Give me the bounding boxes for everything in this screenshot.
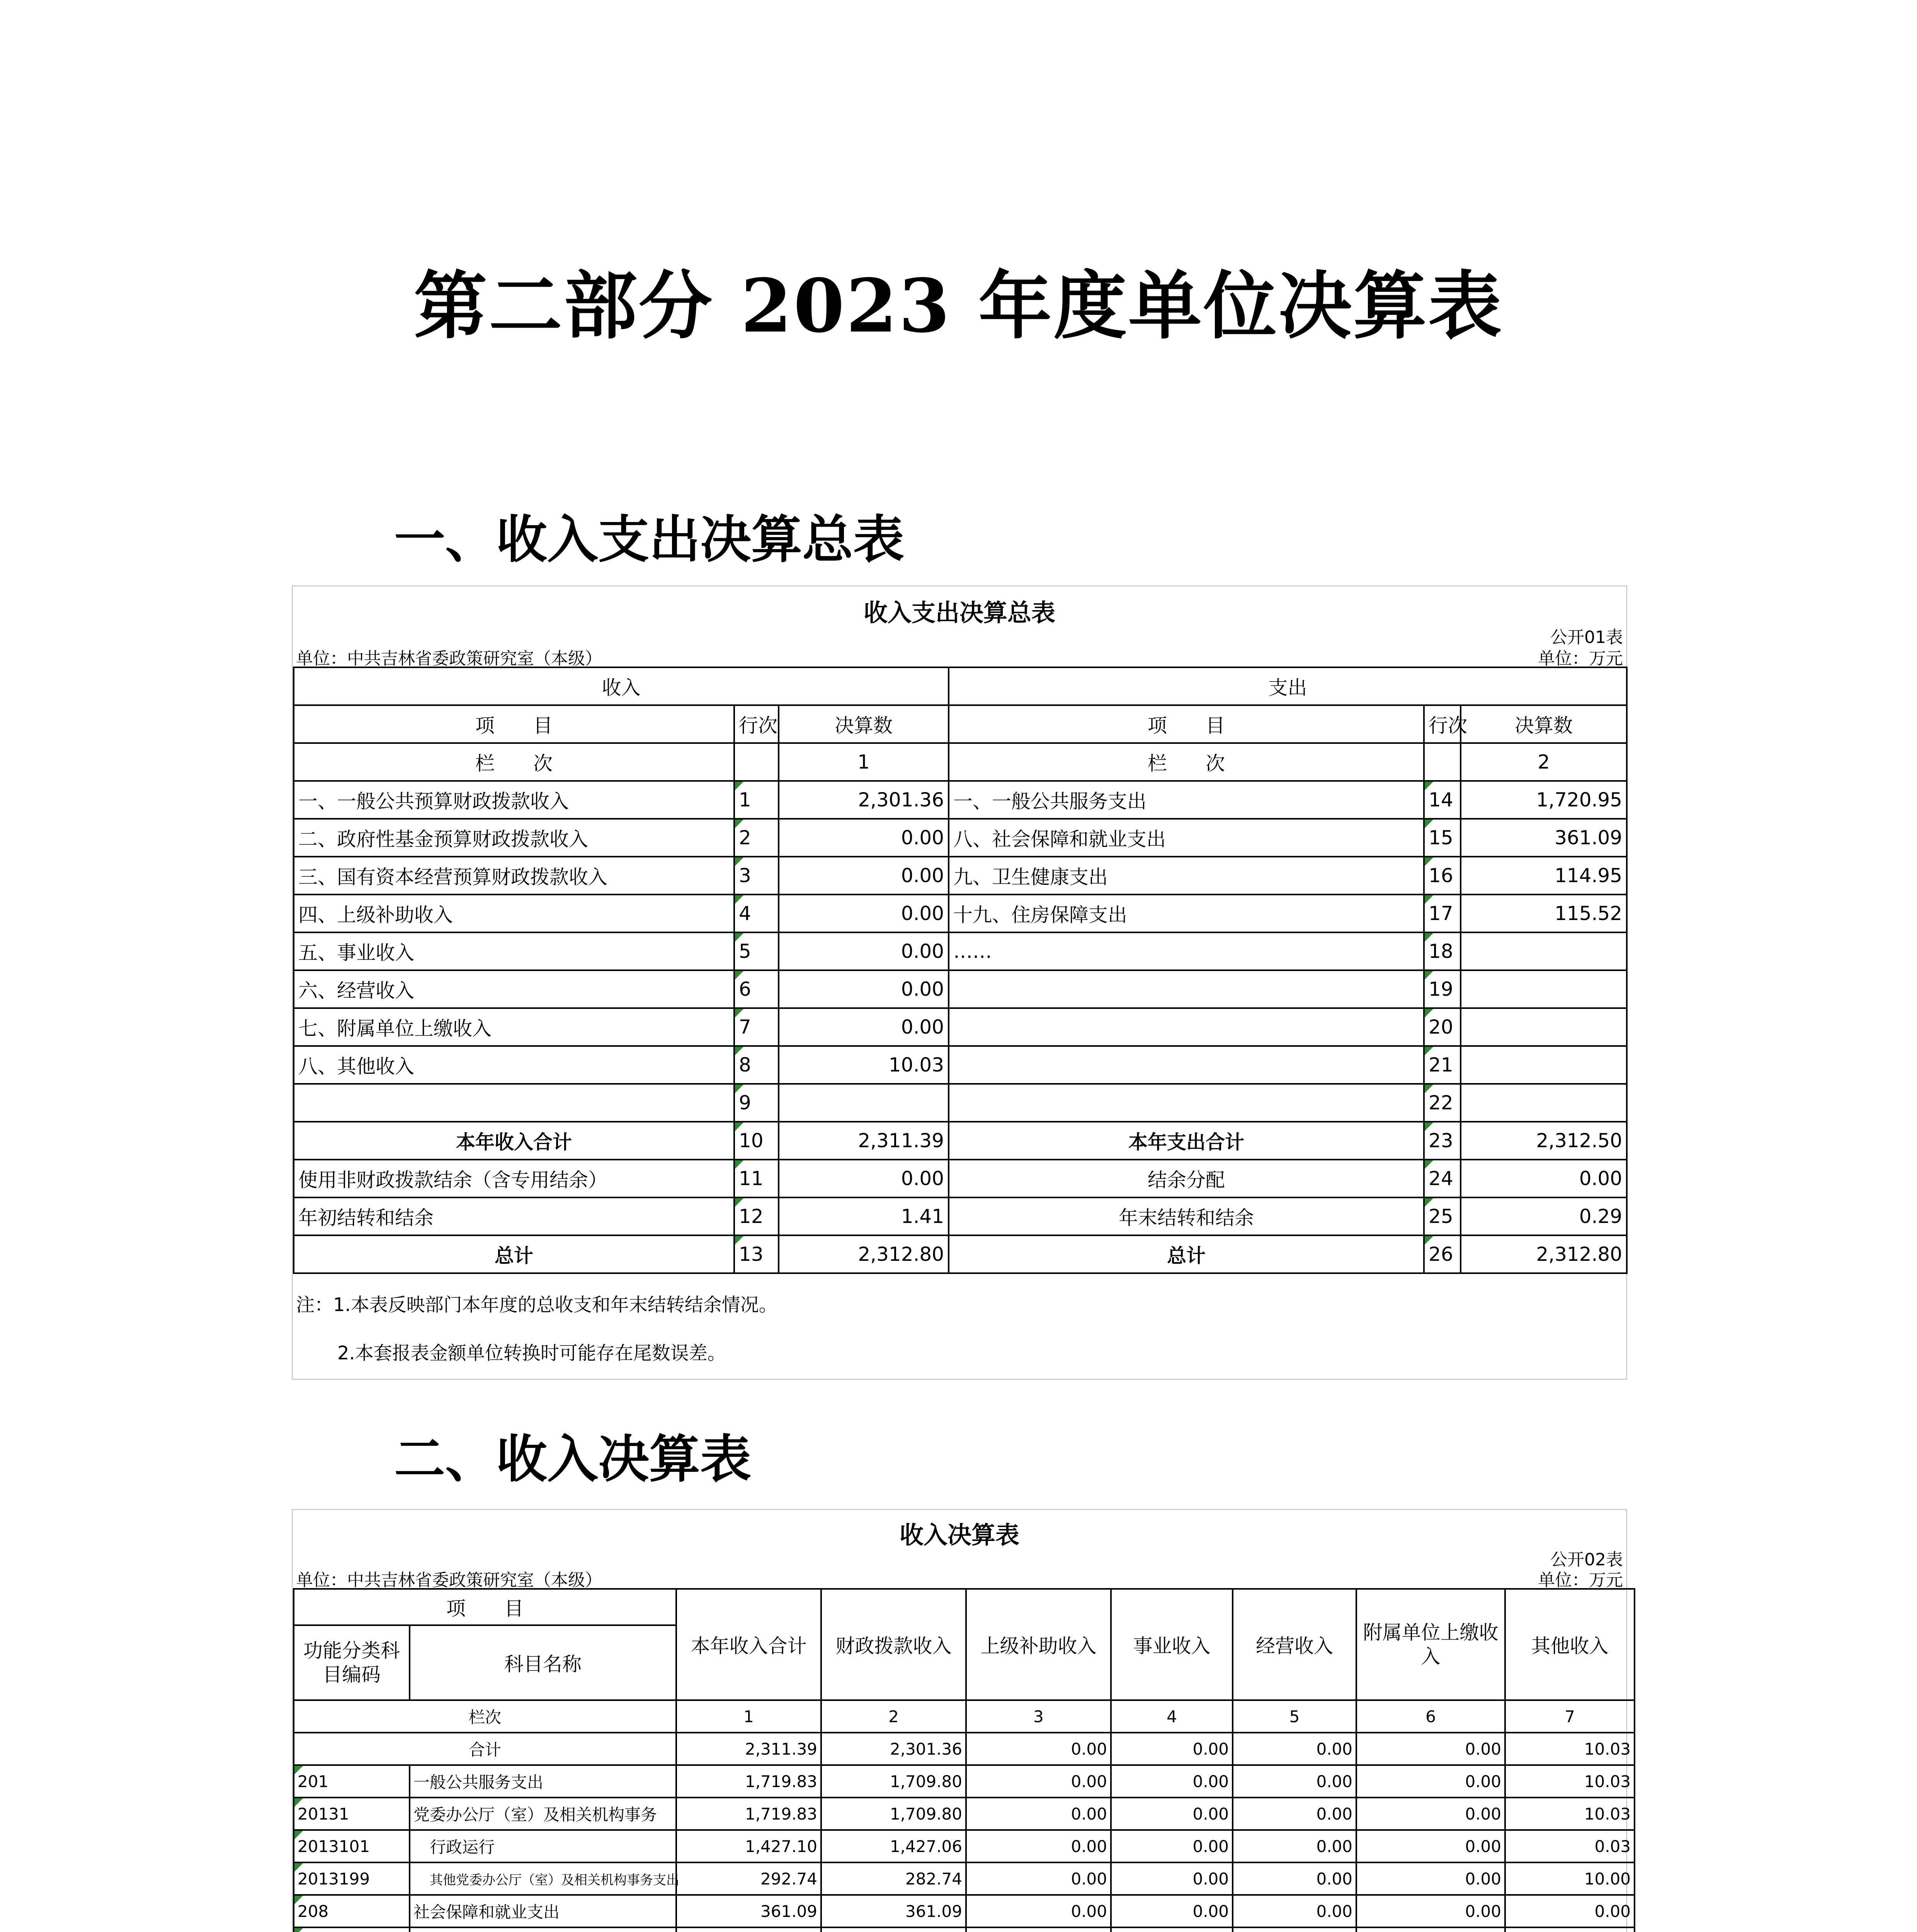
income-amount [779,1084,949,1122]
table-row [294,1046,1627,1084]
expense-line-header: 行次 [1424,705,1461,743]
expense-amount [1461,970,1627,1008]
expense-amount: 361.09 [1461,819,1627,857]
subject-name [410,1927,676,1932]
expense-item-header: 项 目 [949,705,1424,743]
income-line-no: 11 [734,1160,779,1197]
total-value: 2,301.36 [821,1733,966,1765]
amount-cell: 0.00 [1505,1895,1635,1927]
income-amount: 2,312.80 [779,1235,949,1273]
expense-amount: 0.29 [1461,1197,1627,1235]
total-row [294,1733,1635,1765]
expense-line-no: 17 [1424,895,1461,932]
income-amount: 0.00 [779,857,949,895]
table-row [294,1765,1635,1798]
amount-cell: 282.74 [821,1862,966,1895]
subject-name: 一般公共服务支出 [410,1765,676,1798]
expense-item: 十九、住房保障支出 [949,895,1424,932]
income-line-no: 6 [734,970,779,1008]
income-line-no: 4 [734,895,779,932]
income-amount: 10.03 [779,1046,949,1084]
income-item: 使用非财政拨款结余（含专用结余） [294,1160,734,1197]
table-row [294,970,1627,1008]
name-header: 科目名称 [410,1625,676,1700]
total-value: 10.03 [1505,1733,1635,1765]
income-amount: 2,301.36 [779,781,949,819]
total-value: 0.00 [1356,1733,1505,1765]
amount-cell: 0.00 [966,1798,1111,1830]
summary-col-header [294,705,1627,743]
expense-line-no: 16 [1424,857,1461,895]
income-amount-header: 决算数 [779,705,949,743]
income-line-no: 9 [734,1084,779,1122]
amount-cell: 361.09 [821,1895,966,1927]
expense-amount: 114.95 [1461,857,1627,895]
expense-amount [1461,1046,1627,1084]
total-label: 合计 [294,1733,676,1765]
amount-cell: 0.00 [1233,1798,1356,1830]
income-header: 收入 [294,667,949,705]
currency-label: 单位：万元 [1538,649,1623,668]
section1-heading: 一、收入支出决算总表 [394,510,904,570]
expense-amount [1461,1008,1627,1046]
amount-cell [966,1927,1111,1932]
amount-cell: 1,427.06 [821,1830,966,1862]
code-header: 功能分类科目编码 [294,1625,410,1700]
table-row [294,1895,1635,1927]
subject-name: 党委办公厅（室）及相关机构事务 [410,1798,676,1830]
amount-cell: 0.00 [1233,1895,1356,1927]
summary-colno-row [294,743,1627,781]
amount-cell: 361.09 [676,1895,821,1927]
summary-table-title: 收入支出决算总表 [863,599,1055,627]
amount-cell: 0.00 [1356,1895,1505,1927]
expense-item: 本年支出合计 [949,1122,1424,1160]
expense-item [949,1008,1424,1046]
table-row [294,819,1627,857]
expense-item: 结余分配 [949,1160,1424,1197]
unit-label: 单位：中共吉林省委政策研究室（本级） [296,649,602,668]
amount-cell: 10.03 [1505,1765,1635,1798]
expense-line-no: 15 [1424,819,1461,857]
amount-cell [676,1927,821,1932]
amount-cell: 0.03 [1505,1830,1635,1862]
subject-name: 行政运行 [410,1830,676,1862]
income-colno: 1 [779,743,949,781]
amount-cell: 0.00 [966,1830,1111,1862]
summary-note-1: 注：1.本表反映部门本年度的总收支和年末结转结余情况。 [296,1294,777,1316]
colno: 1 [676,1700,821,1733]
amount-cell [1356,1927,1505,1932]
amount-cell [1111,1927,1233,1932]
amount-cell: 0.00 [1111,1765,1233,1798]
table-row [294,1084,1627,1122]
income-item: 六、经营收入 [294,970,734,1008]
income-amount: 0.00 [779,1160,949,1197]
expense-item [949,970,1424,1008]
income-item: 二、政府性基金预算财政拨款收入 [294,819,734,857]
income-colno-empty [734,743,779,781]
colno: 2 [821,1700,966,1733]
income-item-header: 项 目 [294,705,734,743]
table-row [294,1122,1627,1160]
page-title: 第二部分 2023 年度单位决算表 [413,263,1504,349]
income-amount: 0.00 [779,895,949,932]
unit-label: 单位：中共吉林省委政策研究室（本级） [296,1570,602,1590]
expense-colno-label: 栏 次 [949,743,1424,781]
amount-cell: 0.00 [1111,1895,1233,1927]
expense-line-no: 20 [1424,1008,1461,1046]
expense-amount: 0.00 [1461,1160,1627,1197]
expense-line-no: 26 [1424,1235,1461,1273]
subject-code: 208 [294,1895,410,1927]
col-header-2: 财政拨款收入 [821,1589,966,1700]
amount-cell: 0.00 [1111,1830,1233,1862]
expense-colno: 2 [1461,743,1627,781]
col-header-5: 经营收入 [1233,1589,1356,1700]
amount-cell: 0.00 [1356,1765,1505,1798]
summary-table-frame [292,585,1627,1380]
colno: 7 [1505,1700,1635,1733]
total-value: 0.00 [1233,1733,1356,1765]
colno-row [294,1700,1635,1733]
income-item: 八、其他收入 [294,1046,734,1084]
expense-item: 总计 [949,1235,1424,1273]
income-line-no: 1 [734,781,779,819]
table-row [294,932,1627,970]
amount-cell: 292.74 [676,1862,821,1895]
form-number: 公开01表 [1550,628,1623,647]
expense-colno-empty [1424,743,1461,781]
col-header-4: 事业收入 [1111,1589,1233,1700]
expense-amount: 1,720.95 [1461,781,1627,819]
table-row [294,1862,1635,1895]
amount-cell: 0.00 [1233,1830,1356,1862]
expense-line-no: 19 [1424,970,1461,1008]
amount-cell: 1,719.83 [676,1798,821,1830]
expense-item: 一、一般公共服务支出 [949,781,1424,819]
expense-line-no: 25 [1424,1197,1461,1235]
col-header-1: 本年收入合计 [676,1589,821,1700]
amount-cell: 0.00 [1111,1862,1233,1895]
table-row [294,1197,1627,1235]
income-item: 四、上级补助收入 [294,895,734,932]
table-row [294,1160,1627,1197]
income-amount: 0.00 [779,1008,949,1046]
summary-table [293,667,1628,1274]
amount-cell: 0.00 [1233,1862,1356,1895]
subject-code [294,1927,410,1932]
amount-cell: 0.00 [966,1895,1111,1927]
colno: 4 [1111,1700,1233,1733]
subject-code: 2013199 [294,1862,410,1895]
col-header-3: 上级补助收入 [966,1589,1111,1700]
income-amount: 1.41 [779,1197,949,1235]
amount-cell: 1,709.80 [821,1798,966,1830]
amount-cell: 1,719.83 [676,1765,821,1798]
income-table-frame [292,1509,1631,1932]
amount-cell: 0.00 [1356,1798,1505,1830]
subject-code: 201 [294,1765,410,1798]
expense-amount [1461,1084,1627,1122]
table-row [294,1235,1627,1273]
expense-amount-header: 决算数 [1461,705,1627,743]
income-line-no: 12 [734,1197,779,1235]
amount-cell: 0.00 [1356,1830,1505,1862]
expense-item: …… [949,932,1424,970]
table-row [294,1008,1627,1046]
col-header-7: 其他收入 [1505,1589,1635,1700]
income-line-no: 10 [734,1122,779,1160]
amount-cell [1505,1927,1635,1932]
expense-amount [1461,932,1627,970]
expense-amount: 115.52 [1461,895,1627,932]
table-row [294,1927,1635,1932]
income-table-title: 收入决算表 [899,1521,1019,1549]
expense-amount: 2,312.50 [1461,1122,1627,1160]
income-line-no: 2 [734,819,779,857]
income-item: 五、事业收入 [294,932,734,970]
colno: 5 [1233,1700,1356,1733]
expense-line-no: 21 [1424,1046,1461,1084]
table-row [294,895,1627,932]
income-line-header: 行次 [734,705,779,743]
income-line-no: 5 [734,932,779,970]
income-line-no: 7 [734,1008,779,1046]
col-header-6: 附属单位上缴收入 [1356,1589,1505,1700]
expense-line-no: 23 [1424,1122,1461,1160]
income-item [294,1084,734,1122]
income-line-no: 13 [734,1235,779,1273]
table-row [294,857,1627,895]
expense-item: 九、卫生健康支出 [949,857,1424,895]
income-item: 三、国有资本经营预算财政拨款收入 [294,857,734,895]
amount-cell: 10.03 [1505,1798,1635,1830]
amount-cell: 0.00 [966,1765,1111,1798]
expense-line-no: 22 [1424,1084,1461,1122]
table-row [294,1798,1635,1830]
table-row [294,1830,1635,1862]
form-number: 公开02表 [1550,1550,1623,1570]
total-value: 0.00 [966,1733,1111,1765]
amount-cell: 10.00 [1505,1862,1635,1895]
income-item: 七、附属单位上缴收入 [294,1008,734,1046]
income-item: 一、一般公共预算财政拨款收入 [294,781,734,819]
income-item: 总计 [294,1235,734,1273]
expense-header: 支出 [949,667,1627,705]
income-amount: 2,311.39 [779,1122,949,1160]
income-amount: 0.00 [779,932,949,970]
amount-cell [1233,1927,1356,1932]
subject-name: 社会保障和就业支出 [410,1895,676,1927]
summary-note-2: 2.本套报表金额单位转换时可能存在尾数误差。 [337,1342,726,1364]
table-row [294,781,1627,819]
amount-cell: 1,709.80 [821,1765,966,1798]
amount-cell [821,1927,966,1932]
expense-line-no: 18 [1424,932,1461,970]
income-amount: 0.00 [779,970,949,1008]
amount-cell: 1,427.10 [676,1830,821,1862]
section2-heading: 二、收入决算表 [394,1430,751,1489]
amount-cell: 0.00 [1233,1765,1356,1798]
income-amount: 0.00 [779,819,949,857]
colno: 6 [1356,1700,1505,1733]
total-value: 2,311.39 [676,1733,821,1765]
summary-top-header [294,667,1627,705]
total-value: 0.00 [1111,1733,1233,1765]
income-table [293,1588,1635,1932]
expense-line-no: 14 [1424,781,1461,819]
subject-code: 2013101 [294,1830,410,1862]
income-line-no: 8 [734,1046,779,1084]
colno: 3 [966,1700,1111,1733]
income-header-row-1 [294,1589,1635,1625]
income-line-no: 3 [734,857,779,895]
amount-cell: 0.00 [1111,1798,1233,1830]
amount-cell: 0.00 [1356,1862,1505,1895]
expense-item: 八、社会保障和就业支出 [949,819,1424,857]
item-header: 项 目 [294,1589,676,1625]
subject-name: 其他党委办公厅（室）及相关机构事务支出 [410,1862,676,1895]
income-item: 本年收入合计 [294,1122,734,1160]
expense-item [949,1046,1424,1084]
currency-label: 单位：万元 [1538,1570,1623,1590]
amount-cell: 0.00 [966,1862,1111,1895]
colno-label: 栏次 [294,1700,676,1733]
expense-line-no: 24 [1424,1160,1461,1197]
income-colno-label: 栏 次 [294,743,734,781]
expense-item: 年末结转和结余 [949,1197,1424,1235]
expense-amount: 2,312.80 [1461,1235,1627,1273]
expense-item [949,1084,1424,1122]
income-item: 年初结转和结余 [294,1197,734,1235]
subject-code: 20131 [294,1798,410,1830]
